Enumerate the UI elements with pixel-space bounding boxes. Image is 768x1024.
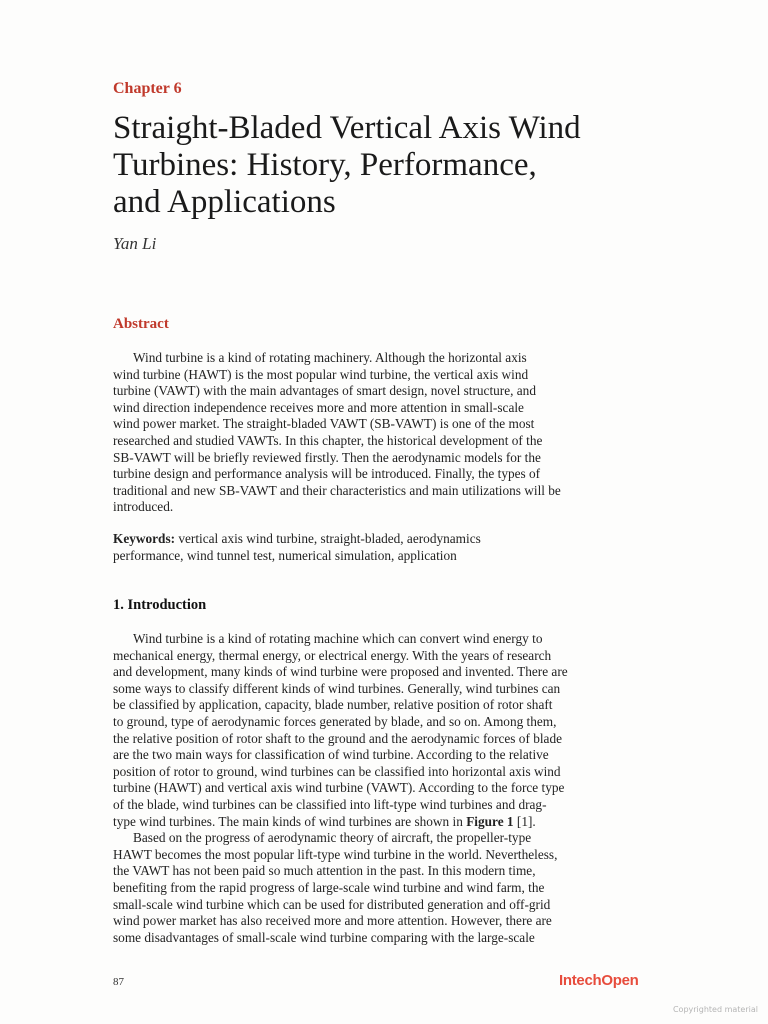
intro-line: position of rotor to ground, wind turbines can be classified into horizontal axis wind bbox=[113, 763, 561, 779]
abstract-line: introduced. bbox=[113, 499, 174, 515]
intro-line: Wind turbine is a kind of rotating machine which can convert wind energy to bbox=[133, 631, 543, 646]
introduction-heading: 1. Introduction bbox=[113, 597, 207, 613]
abstract-line: wind power market. The straight-bladed VAWT (SB-VAWT) is one of the most bbox=[113, 416, 535, 432]
abstract-line: wind direction independence receives more and more attention in small-scale bbox=[113, 399, 524, 415]
introduction-body bbox=[113, 631, 653, 946]
abstract-line: turbine (VAWT) with the main advantages of smart design, novel structure, and bbox=[113, 383, 536, 399]
intro-line: Based on the progress of aerodynamic theory of aircraft, the propeller-type bbox=[133, 830, 532, 846]
intro-line: are the two main ways for classification of wind turbine. According to the relative bbox=[113, 747, 549, 763]
abstract-line: researched and studied VAWTs. In this chapter, the historical development of the bbox=[113, 432, 543, 448]
abstract-line: Wind turbine is a kind of rotating machinery. Although the horizontal axis bbox=[133, 350, 527, 365]
publisher-logo: IntechOpen bbox=[559, 972, 639, 989]
page-number: 87 bbox=[113, 976, 124, 988]
keywords-block bbox=[113, 531, 653, 564]
author-name: Yan Li bbox=[113, 234, 157, 253]
copyright-watermark: Copyrighted material bbox=[672, 1005, 758, 1014]
citation-ref: [1]. bbox=[513, 813, 536, 829]
abstract-line: SB-VAWT will be briefly reviewed firstly. Then the aerodynamic models for the bbox=[113, 449, 541, 465]
keywords-text: vertical axis wind turbine, straight-bladed, aerodynamics bbox=[175, 531, 481, 546]
intro-line: and development, many kinds of wind turbine were proposed and invented. There are bbox=[113, 664, 568, 680]
intro-line: some disadvantages of small-scale wind turbine comparing with the large-scale bbox=[113, 929, 535, 945]
abstract-line: traditional and new SB-VAWT and their characteristics and main utilizations will be bbox=[113, 482, 561, 498]
abstract-body bbox=[113, 350, 653, 516]
abstract-line: turbine design and performance analysis will be introduced. Finally, the types of bbox=[113, 466, 541, 482]
intro-line bbox=[113, 814, 653, 831]
chapter-label: Chapter 6 bbox=[113, 80, 182, 97]
chapter-title-line: Straight-Bladed Vertical Axis Wind bbox=[113, 110, 581, 146]
keywords-line: performance, wind tunnel test, numerical simulation, application bbox=[113, 547, 457, 563]
abstract-heading: Abstract bbox=[113, 316, 169, 332]
intro-line: be classified by application, capacity, blade number, relative position of rotor shaft bbox=[113, 697, 553, 713]
abstract-line: wind turbine (HAWT) is the most popular wind turbine, the vertical axis wind bbox=[113, 366, 529, 382]
intro-line: some ways to classify different kinds of wind turbines. Generally, wind turbines can bbox=[113, 680, 561, 696]
intro-line-text: type wind turbines. The main kinds of wind turbines are shown in bbox=[113, 813, 467, 829]
chapter-title-line: Turbines: History, Performance, bbox=[113, 147, 537, 183]
intro-line: mechanical energy, thermal energy, or electrical energy. With the years of research bbox=[113, 647, 552, 663]
intro-line: of the blade, wind turbines can be classified into lift-type wind turbines and drag- bbox=[113, 796, 547, 812]
intro-line: small-scale wind turbine which can be used for distributed generation and off-grid bbox=[113, 896, 551, 912]
chapter-title bbox=[113, 110, 673, 221]
figure-reference-link[interactable]: Figure 1 bbox=[466, 813, 514, 829]
intro-line: turbine (HAWT) and vertical axis wind turbine (VAWT). According to the force type bbox=[113, 780, 565, 796]
intro-line: to ground, type of aerodynamic forces generated by blade, and so on. Among them, bbox=[113, 713, 557, 729]
intro-line: HAWT becomes the most popular lift-type wind turbine in the world. Nevertheless, bbox=[113, 846, 558, 862]
intro-line: the relative position of rotor shaft to the ground and the aerodynamic forces of blade bbox=[113, 730, 562, 746]
keywords-label: Keywords: bbox=[113, 531, 176, 546]
intro-line: the VAWT has not been paid so much attention in the past. In this modern time, bbox=[113, 863, 536, 879]
intro-line: wind power market has also received more and more attention. However, there are bbox=[113, 913, 552, 929]
keywords-line bbox=[113, 531, 653, 548]
chapter-title-line: and Applications bbox=[113, 184, 336, 220]
intro-line: benefiting from the rapid progress of large-scale wind turbine and wind farm, the bbox=[113, 879, 545, 895]
